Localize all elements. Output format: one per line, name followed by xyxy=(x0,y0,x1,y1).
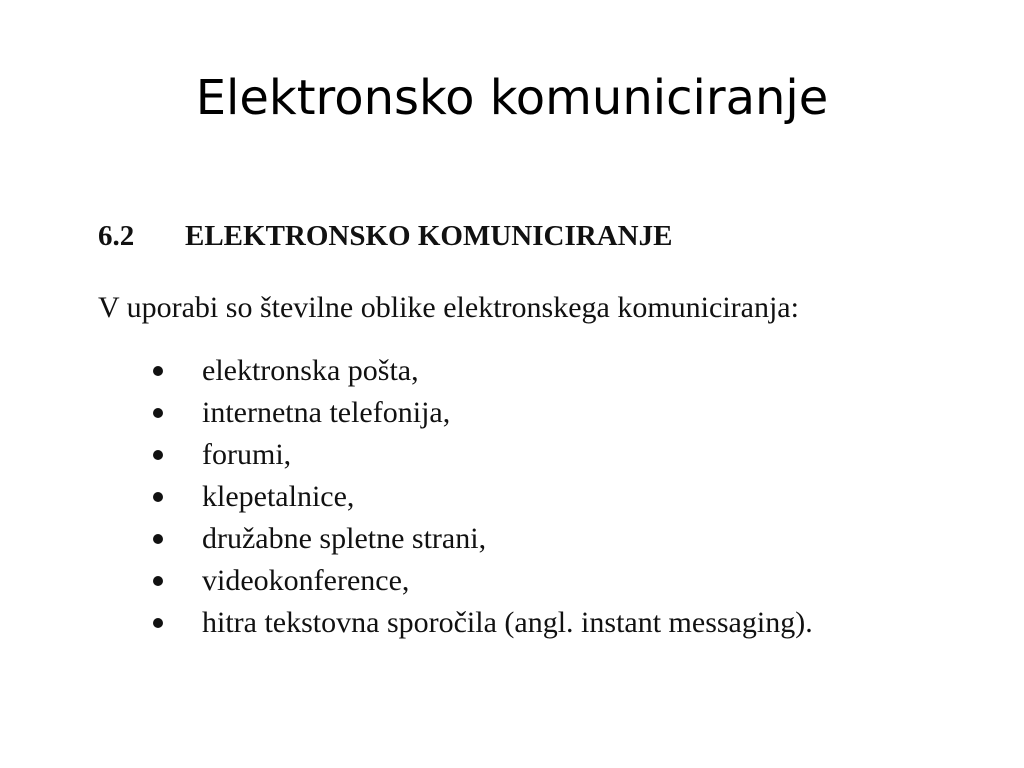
list-item-text: internetna telefonija, xyxy=(202,396,451,429)
bullet-icon xyxy=(153,576,163,586)
list-item-text: forumi, xyxy=(202,438,292,471)
list-item-text: hitra tekstovna sporočila (angl. instant messaging). xyxy=(202,606,813,639)
bullet-icon xyxy=(153,492,163,502)
list-item-text: klepetalnice, xyxy=(202,480,355,513)
bullet-icon xyxy=(153,450,163,460)
list-item-text: elektronska pošta, xyxy=(202,354,419,387)
bullet-icon xyxy=(153,618,163,628)
intro-text: V uporabi so številne oblike elektronskega komuniciranja: xyxy=(98,291,799,324)
bullet-icon xyxy=(153,408,163,418)
section-number: 6.2 xyxy=(98,220,135,252)
list-item-text: družabne spletne strani, xyxy=(202,522,487,555)
slide-title: Elektronsko komuniciranje xyxy=(195,70,829,126)
bullet-icon xyxy=(153,366,163,376)
bullet-icon xyxy=(153,534,163,544)
list-item-text: videokonference, xyxy=(202,564,410,597)
section-heading xyxy=(98,214,672,258)
section-title: ELEKTRONSKO KOMUNICIRANJE xyxy=(185,220,673,252)
document-excerpt xyxy=(96,212,956,652)
